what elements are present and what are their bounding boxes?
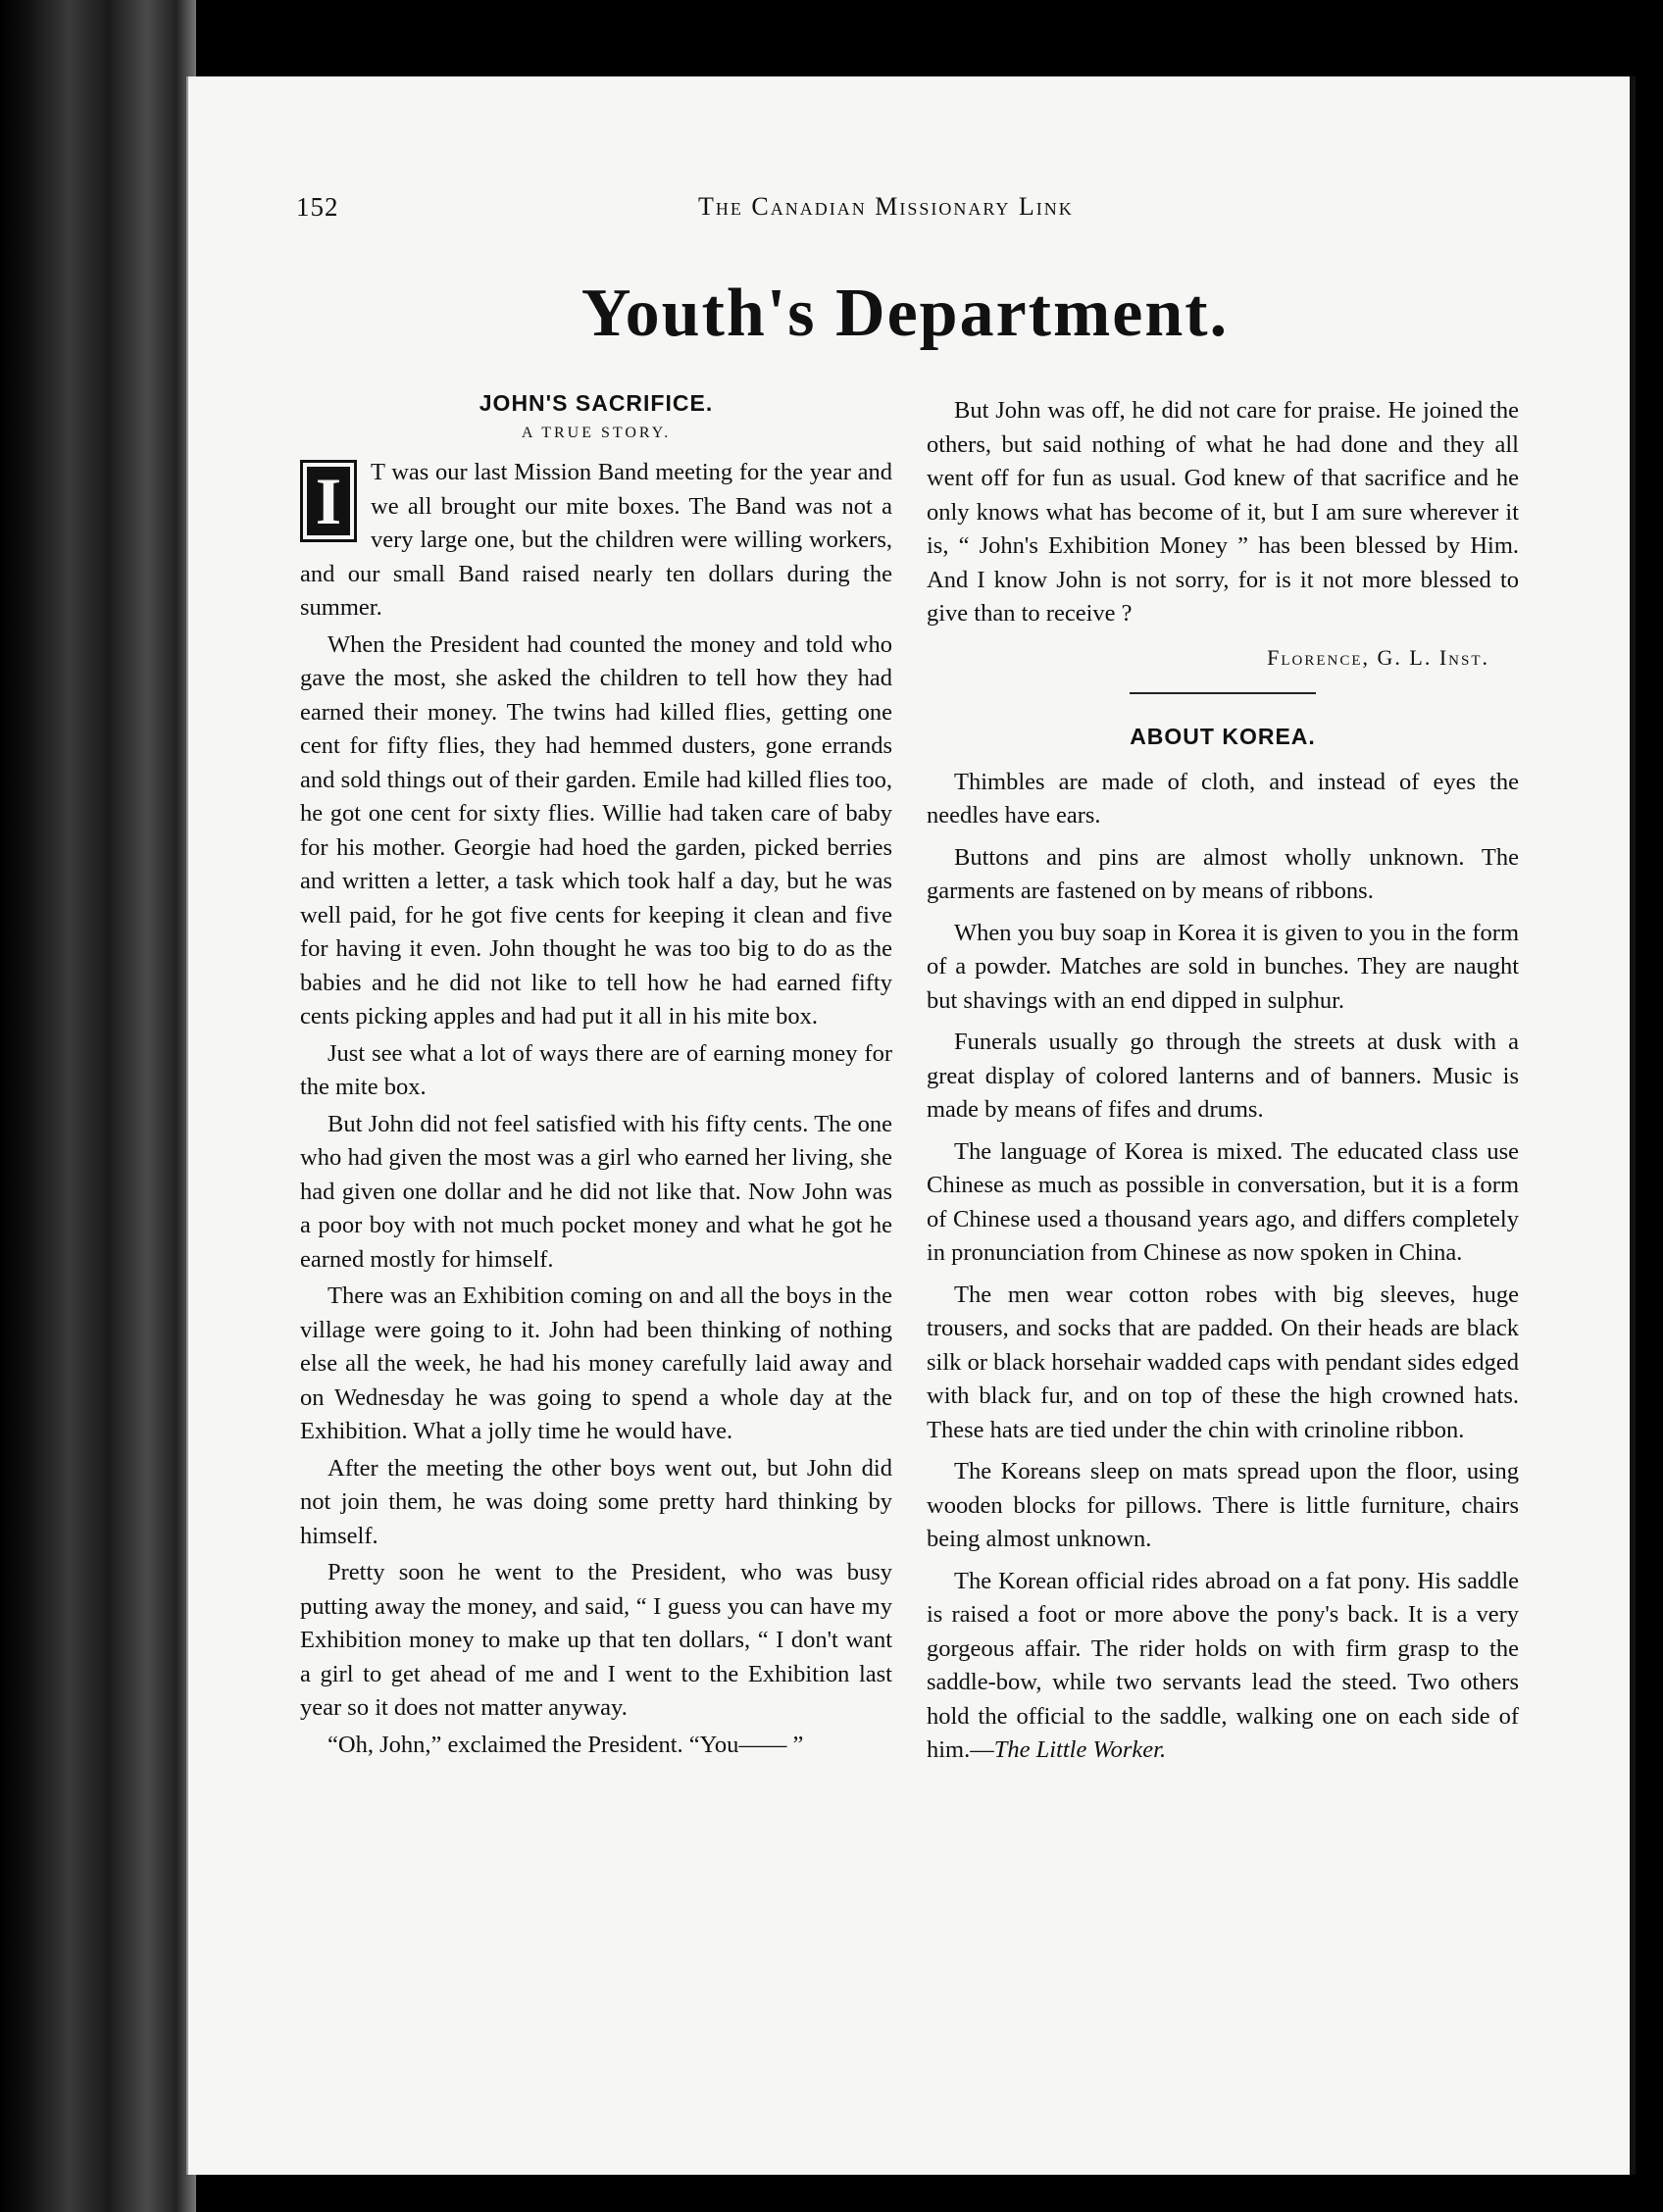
dropcap-letter: I bbox=[300, 460, 357, 542]
left-column bbox=[300, 387, 892, 1765]
story-paragraph: “Oh, John,” exclaimed the President. “You—— ” bbox=[328, 1731, 804, 1758]
korea-paragraph: When you buy soap in Korea it is given to you in the form of a powder. Matches are sold in bunches. They are naught but shavings with an end dipped in sulphur. bbox=[927, 919, 1519, 1014]
story-first-paragraph bbox=[300, 456, 892, 626]
korea-title: ABOUT KOREA. bbox=[1130, 724, 1316, 749]
story-paragraph: Just see what a lot of ways there are of earning money for the mite box. bbox=[300, 1039, 892, 1100]
korea-last-paragraph-text: The Korean official rides abroad on a fat pony. His saddle is raised a foot or more above the pony's back. It is a very gorgeous affair. The rider holds on with firm grasp to the saddle-bow, while two servants lead the steed. Two others hold the official to the saddle, walking one on each side of him.— bbox=[927, 1567, 1519, 1763]
korea-paragraph: Thimbles are made of cloth, and instead of eyes the needles have ears. bbox=[927, 768, 1519, 829]
journal-title: The Canadian Missionary Link bbox=[698, 192, 1074, 221]
story-subtitle: A TRUE STORY. bbox=[521, 425, 672, 441]
korea-paragraph: Funerals usually go through the streets at dusk with a great display of colored lanterns and of banners. Music is made by means of fifes and drums. bbox=[927, 1029, 1519, 1123]
story-title: JOHN'S SACRIFICE. bbox=[479, 390, 714, 416]
korea-last-paragraph bbox=[927, 1565, 1519, 1768]
korea-paragraph: The language of Korea is mixed. The educated class use Chinese as much as possible in conversation, but it is a form of Chinese used a thousand years ago, and differs completely in pronunciation from Chinese as now spoken in China. bbox=[927, 1137, 1519, 1266]
story-paragraph: After the meeting the other boys went out, but John did not join them, he was doing some pretty hard thinking by himself. bbox=[300, 1454, 892, 1549]
korea-paragraph: The men wear cotton robes with big sleeves, huge trousers, and socks that are padded. On their heads are black silk or black horsehair wadded caps with pendant sides edged with black fur, and on top of these the high crowned hats. These hats are tied under the chin with crinoline ribbon. bbox=[927, 1281, 1519, 1443]
korea-paragraph: The Koreans sleep on mats spread upon the floor, using wooden blocks for pillows. There is little furniture, chairs being almost unknown. bbox=[927, 1458, 1519, 1552]
department-title: Youth's Department. bbox=[580, 276, 1230, 351]
story-paragraph: When the President had counted the money and told who gave the most, she asked the children to tell how they had earned their money. The twins had killed flies, getting one cent for fifty flies, they had hemmed dusters, gone errands and sold things out of their garden. Emile had killed flies too, he got one cent for sixty flies. Willie had taken care of baby for his mother. Georgie had hoed the garden, picked berries and written a letter, a task which took half a day, but he was well paid, for he got five cents for keeping it clean and five for having it even. John thought he was too big to do as the babies and he did not like to tell how he had earned fifty cents picking apples and had put it all in his mite box. bbox=[300, 630, 892, 1030]
story-continuation: But John was off, he did not care for praise. He joined the others, but said nothing of what he had done and they all went off for fun as usual. God knew of that sacrifice and he only knows what has become of it, but I am sure wherever it is, “ John's Exhibition Money ” has been blessed by Him. And I know John is not sorry, for is it not more blessed to give than to receive ? bbox=[927, 397, 1519, 627]
right-column bbox=[927, 394, 1519, 1776]
running-head bbox=[0, 192, 1663, 231]
story-first-paragraph-text: T was our last Mission Band meeting for the year and we all brought our mite boxes. The Band was not a very large one, but the children were willing workers, and our small Band raised nearly ten dollars during the summer. bbox=[300, 459, 892, 621]
story-paragraph: But John did not feel satisfied with his fifty cents. The one who had given the most was a girl who earned her living, she had given one dollar and he did not like that. Now John was a poor boy with not much pocket money and what he got he earned mostly for himself. bbox=[300, 1110, 892, 1273]
story-paragraph: Pretty soon he went to the President, who was busy putting away the money, and said, “ I guess you can have my Exhibition money to make up that ten dollars, “ I don't want a girl to get ahead of me and I went to the Exhibition last year so it does not matter anyway. bbox=[300, 1559, 892, 1721]
story-signature: Florence, G. L. Inst. bbox=[1267, 644, 1489, 670]
section-divider bbox=[1130, 692, 1316, 694]
korea-source: The Little Worker. bbox=[993, 1736, 1167, 1763]
korea-paragraph: Buttons and pins are almost wholly unknown. The garments are fastened on by means of ribbons. bbox=[927, 843, 1519, 904]
page-number: 152 bbox=[296, 192, 339, 222]
story-paragraph: There was an Exhibition coming on and all the boys in the village were going to it. John had been thinking of nothing else all the week, he had his money carefully laid away and on Wednesday he was going to spend a whole day at the Exhibition. What a jolly time he would have. bbox=[300, 1282, 892, 1444]
